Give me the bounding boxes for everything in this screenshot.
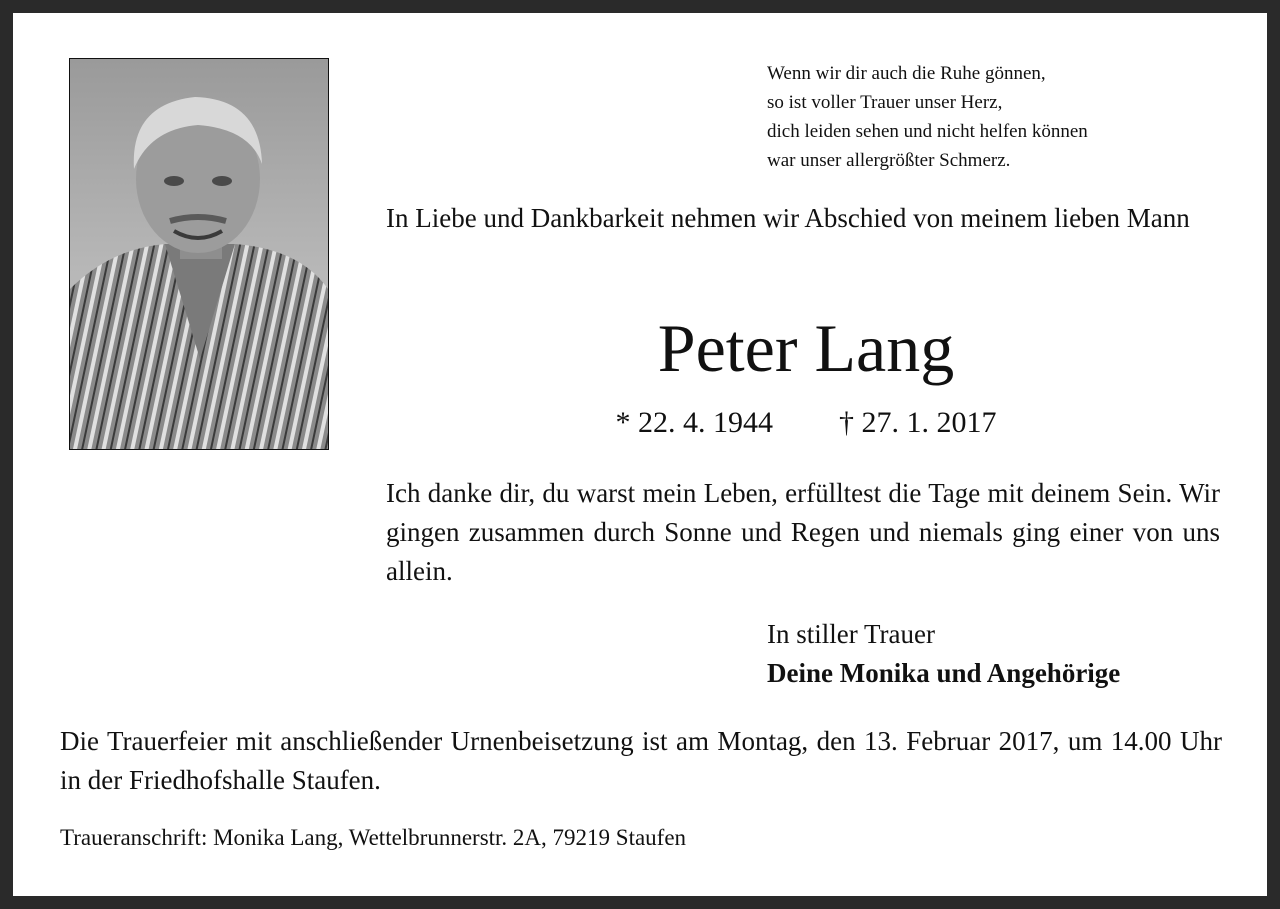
poem-line: war unser allergrößter Schmerz. <box>767 150 1011 171</box>
poem-line: dich leiden sehen und nicht helfen können <box>767 121 1088 142</box>
ceremony-info: Die Trauerfeier mit anschließender Urnenbeisetzung ist am Montag, den 13. Februar 2017, um 14.00 Uhr in der Friedhofshalle Staufen. <box>60 726 1222 795</box>
poem-line: Wenn wir dir auch die Ruhe gönnen, <box>767 63 1046 84</box>
poem <box>767 59 1088 175</box>
intro-text: In Liebe und Dankbarkeit nehmen wir Abschied von meinem lieben Mann <box>386 203 1190 233</box>
mourning-address: Traueranschrift: Monika Lang, Wettelbrunnerstr. 2A, 79219 Staufen <box>60 825 687 850</box>
birth-date: * 22. 4. 1944 <box>615 406 773 439</box>
portrait-photo <box>69 58 329 450</box>
signature-line-2: Deine Monika und Angehörige <box>767 658 1121 688</box>
poem-line: so ist voller Trauer unser Herz, <box>767 92 1003 113</box>
portrait-image <box>70 59 328 449</box>
memorial-verse: Ich danke dir, du warst mein Leben, erfülltest die Tage mit deinem Sein. Wir gingen zusammen durch Sonne und Regen und niemals ging einer von uns allein. <box>386 478 1220 586</box>
deceased-name: Peter Lang <box>657 310 955 386</box>
life-dates <box>386 403 1226 443</box>
signature-line-1: In stiller Trauer <box>767 619 935 649</box>
signature <box>767 615 1120 693</box>
death-date: † 27. 1. 2017 <box>839 406 997 439</box>
obituary-notice <box>13 13 1267 896</box>
